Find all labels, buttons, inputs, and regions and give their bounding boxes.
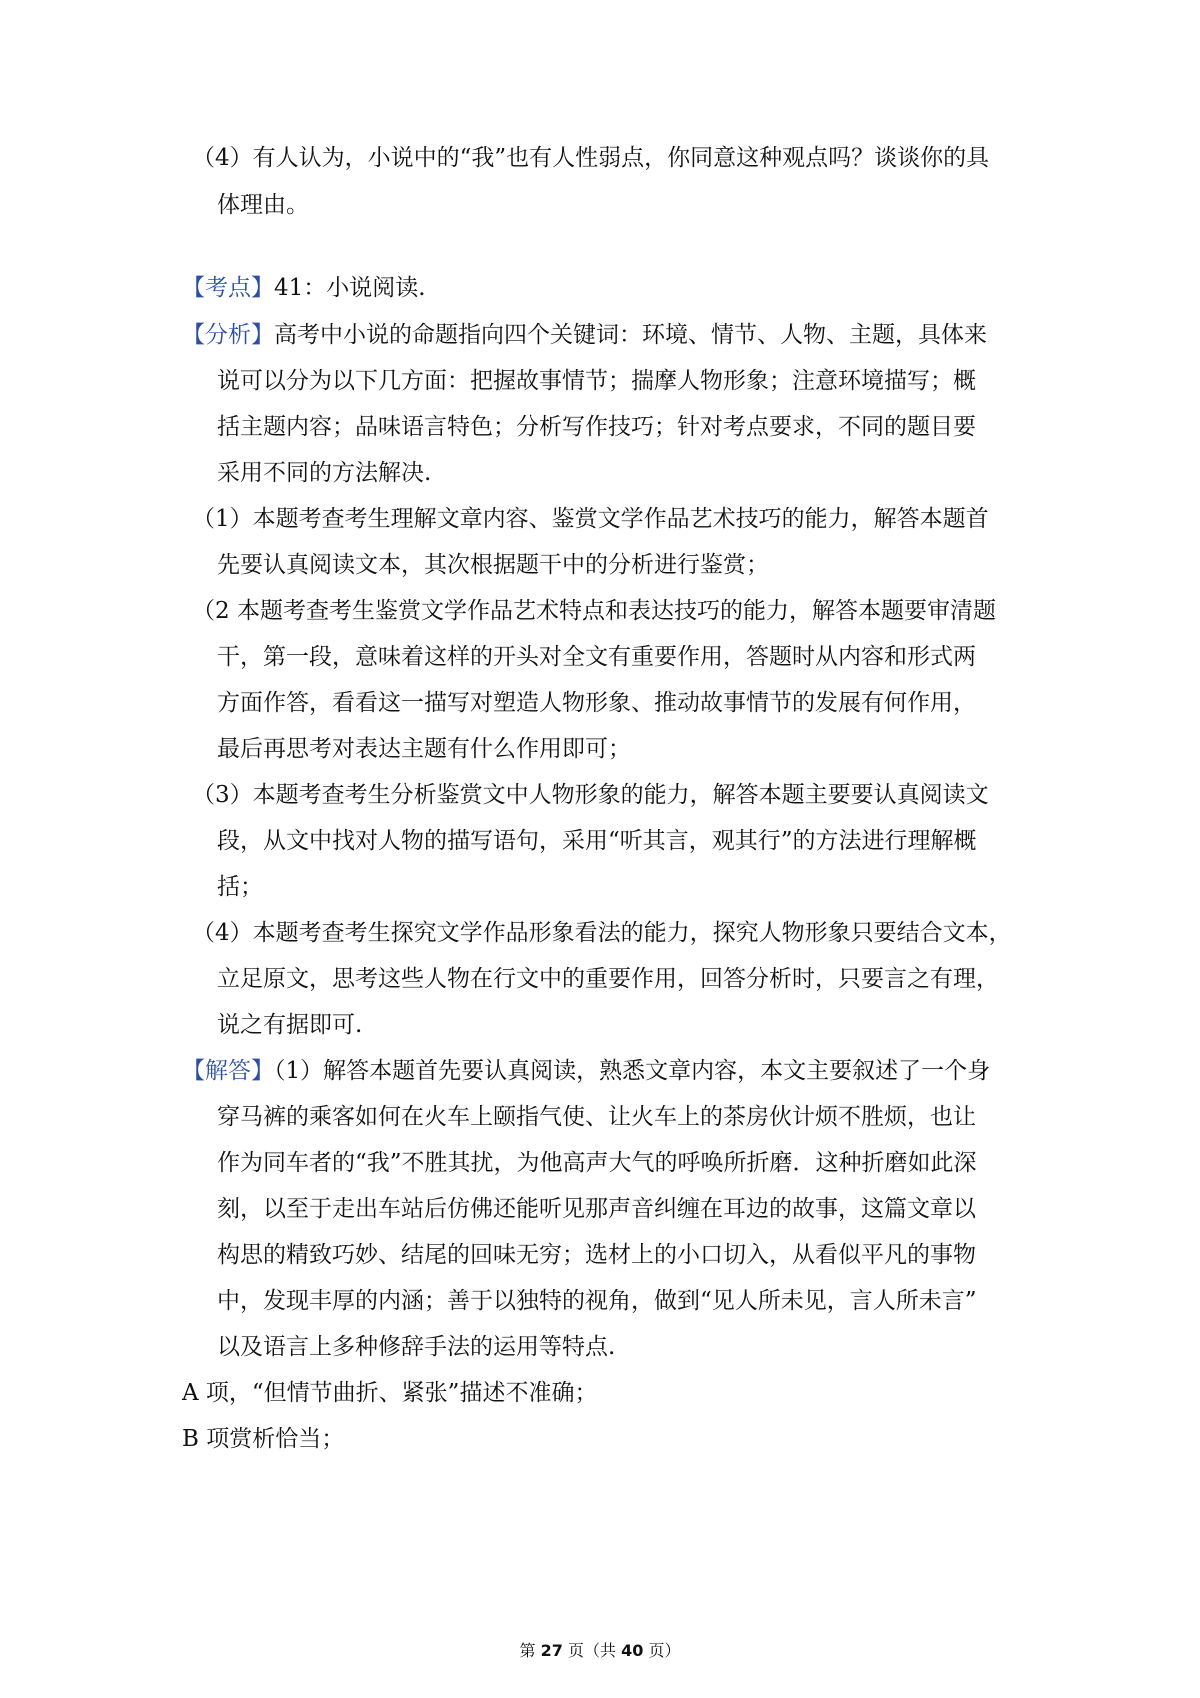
analysis-item-3-line-3: 括； — [217, 874, 263, 900]
fenxi-line-2: 说可以分为以下几方面：把握故事情节；揣摩人物形象；注意环境描写；概 — [217, 368, 976, 394]
jieda-line-2: 穿马裤的乘客如何在火车上颐指气使、让火车上的茶房伙计烦不胜烦，也让 — [217, 1104, 976, 1130]
jieda-line-7: 以及语言上多种修辞手法的运用等特点. — [217, 1334, 616, 1360]
analysis-item-2-line-4: 最后再思考对表达主题有什么作用即可； — [217, 736, 631, 762]
jieda-line-1 — [182, 1056, 990, 1086]
analysis-item-2-line-2: 干，第一段，意味着这样的开头对全文有重要作用，答题时从内容和形式两 — [217, 644, 976, 670]
analysis-item-3-line-1: （3）本题考查考生分析鉴赏文中人物形象的能力，解答本题主要要认真阅读文 — [192, 782, 989, 808]
fenxi-tag: 【分析】 — [182, 322, 274, 348]
analysis-item-4-line-1: （4）本题考查考生探究文学作品形象看法的能力，探究人物形象只要结合文本， — [192, 920, 1012, 946]
page-footer — [0, 1640, 1200, 1662]
jieda-text-1: （1）解答本题首先要认真阅读，熟悉文章内容，本文主要叙述了一个身 — [274, 1058, 991, 1084]
fenxi-line-1 — [182, 320, 987, 350]
analysis-item-1-line-1: （1）本题考查考生理解文章内容、鉴赏文学作品艺术技巧的能力，解答本题首 — [192, 506, 989, 532]
fenxi-line-4: 采用不同的方法解决. — [217, 460, 432, 486]
kaodian-text: 41：小说阅读. — [274, 275, 426, 301]
jieda-line-5: 构思的精致巧妙、结尾的回味无穷；选材上的小口切入，从看似平凡的事物 — [217, 1242, 976, 1268]
question-4-line-2: 体理由。 — [217, 192, 309, 218]
footer-total-pages: 40 — [621, 1641, 644, 1660]
analysis-item-2-line-1: （2 本题考查考生鉴赏文学作品艺术特点和表达技巧的能力，解答本题要审清题 — [192, 598, 996, 624]
fenxi-text-1: 高考中小说的命题指向四个关键词：环境、情节、人物、主题，具体来 — [274, 322, 987, 348]
analysis-item-4-line-2: 立足原文，思考这些人物在行文中的重要作用，回答分析时，只要言之有理， — [217, 966, 999, 992]
footer-mid: 页（共 — [562, 1641, 622, 1660]
kaodian-line — [182, 273, 426, 303]
analysis-item-1-line-2: 先要认真阅读文本，其次根据题干中的分析进行鉴赏； — [217, 552, 769, 578]
jieda-line-4: 刻，以至于走出车站后仿佛还能听见那声音纠缠在耳边的故事，这篇文章以 — [217, 1196, 976, 1222]
analysis-item-2-line-3: 方面作答，看看这一描写对塑造人物形象、推动故事情节的发展有何作用， — [217, 690, 976, 716]
footer-page-number: 27 — [540, 1641, 563, 1660]
footer-suffix: 页） — [643, 1641, 681, 1660]
option-a: A 项，“但情节曲折、紧张”描述不准确； — [182, 1380, 598, 1406]
option-b: B 项赏析恰当； — [182, 1426, 345, 1452]
analysis-item-4-line-3: 说之有据即可. — [217, 1012, 363, 1038]
jieda-line-3: 作为同车者的“我”不胜其扰，为他高声大气的呼唤所折磨．这种折磨如此深 — [217, 1150, 977, 1176]
jieda-tag: 【解答】 — [182, 1058, 274, 1084]
kaodian-tag: 【考点】 — [182, 275, 274, 301]
analysis-item-3-line-2: 段，从文中找对人物的描写语句，采用“听其言，观其行”的方法进行理解概 — [217, 828, 977, 854]
jieda-line-6: 中，发现丰厚的内涵；善于以独特的视角，做到“见人所未见，言人所未言” — [217, 1288, 977, 1314]
fenxi-line-3: 括主题内容；品味语言特色；分析写作技巧；针对考点要求，不同的题目要 — [217, 414, 976, 440]
footer-prefix: 第 — [519, 1641, 541, 1660]
question-4-line-1: （4）有人认为，小说中的“我”也有人性弱点，你同意这种观点吗？谈谈你的具 — [192, 145, 990, 171]
